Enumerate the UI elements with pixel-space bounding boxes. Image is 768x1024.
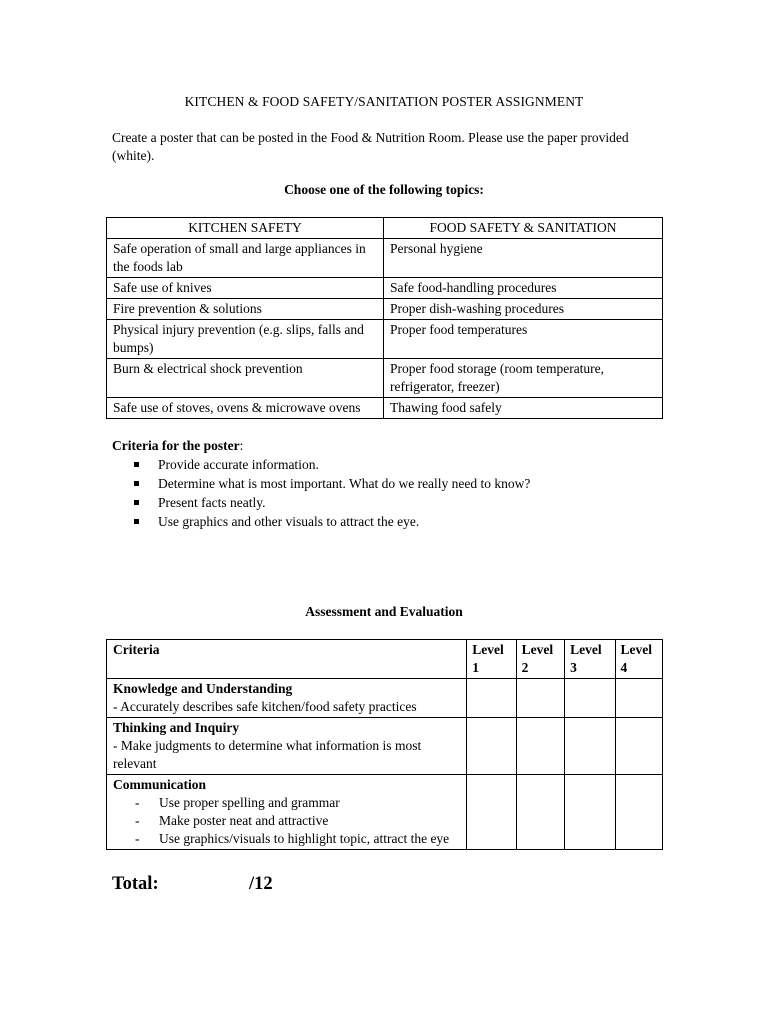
- topics-heading: Choose one of the following topics:: [284, 182, 484, 197]
- criteria-colon: :: [239, 438, 244, 453]
- topics-table: [106, 217, 663, 419]
- level-cell[interactable]: [565, 775, 615, 850]
- topic-cell: Safe use of stoves, ovens & microwave ovens: [107, 398, 384, 419]
- level-cell[interactable]: [516, 679, 564, 718]
- level-cell[interactable]: [467, 775, 516, 850]
- level-cell[interactable]: [467, 679, 516, 718]
- rubric-criterion: [107, 718, 467, 775]
- rubric-criterion: [107, 679, 467, 718]
- table-row: [107, 278, 663, 299]
- level-cell[interactable]: [565, 679, 615, 718]
- criteria-heading: [112, 436, 672, 455]
- level-cell[interactable]: [615, 718, 662, 775]
- topic-cell: Safe use of knives: [107, 278, 384, 299]
- criterion-name: Knowledge and Understanding: [113, 681, 293, 696]
- list-item: Provide accurate information.: [134, 455, 672, 474]
- table-row: [107, 398, 663, 419]
- total-label: Total:: [112, 874, 159, 894]
- list-item: - Use proper spelling and grammar: [135, 794, 460, 812]
- criterion-items: [113, 794, 460, 848]
- topic-cell: Burn & electrical shock prevention: [107, 359, 384, 398]
- criteria-list: [112, 455, 672, 531]
- level-cell[interactable]: [516, 775, 564, 850]
- topic-cell: Proper food storage (room temperature, refrigerator, freezer): [384, 359, 663, 398]
- list-item: Determine what is most important. What do we really need to know?: [134, 474, 672, 493]
- rubric-table: [106, 639, 663, 850]
- criterion-name: Thinking and Inquiry: [113, 720, 240, 735]
- level-4-header: Level 4: [615, 640, 662, 679]
- topic-cell: Physical injury prevention (e.g. slips, falls and bumps): [107, 320, 384, 359]
- topic-cell: Thawing food safely: [384, 398, 663, 419]
- total-line: [112, 874, 273, 895]
- table-row: [107, 718, 663, 775]
- topic-cell: Safe operation of small and large appliances in the foods lab: [107, 239, 384, 278]
- rubric-header-row: [107, 640, 663, 679]
- level-cell[interactable]: [516, 718, 564, 775]
- level-cell[interactable]: [467, 718, 516, 775]
- topic-cell: Fire prevention & solutions: [107, 299, 384, 320]
- level-cell[interactable]: [615, 679, 662, 718]
- level-1-header: Level 1: [467, 640, 516, 679]
- table-row: [107, 359, 663, 398]
- table-row: [107, 299, 663, 320]
- list-item: - Use graphics/visuals to highlight topic, attract the eye: [135, 830, 460, 848]
- criteria-header: Criteria: [107, 640, 467, 679]
- topic-cell: Safe food-handling procedures: [384, 278, 663, 299]
- intro-paragraph: Create a poster that can be posted in the Food & Nutrition Room. Please use the paper provided (white).: [112, 130, 629, 163]
- total-score: /12: [249, 874, 273, 894]
- list-item: - Make poster neat and attractive: [135, 812, 460, 830]
- level-cell[interactable]: [615, 775, 662, 850]
- table-row: [107, 239, 663, 278]
- list-item: Use graphics and other visuals to attract the eye.: [134, 512, 672, 531]
- assessment-heading: Assessment and Evaluation: [305, 604, 463, 619]
- header-kitchen-safety: KITCHEN SAFETY: [107, 218, 384, 239]
- criterion-description: - Accurately describes safe kitchen/food safety practices: [113, 699, 417, 714]
- table-row: [107, 775, 663, 850]
- table-row: [107, 320, 663, 359]
- topic-cell: Proper dish-washing procedures: [384, 299, 663, 320]
- criterion-name: Communication: [113, 777, 207, 792]
- table-row: [107, 679, 663, 718]
- level-3-header: Level 3: [565, 640, 615, 679]
- header-food-safety: FOOD SAFETY & SANITATION: [384, 218, 663, 239]
- page-title: KITCHEN & FOOD SAFETY/SANITATION POSTER ASSIGNMENT: [184, 94, 584, 109]
- criteria-label: Criteria for the poster: [112, 438, 240, 453]
- topic-cell: Personal hygiene: [384, 239, 663, 278]
- level-2-header: Level 2: [516, 640, 564, 679]
- list-item: Present facts neatly.: [134, 493, 672, 512]
- criteria-section: [112, 436, 672, 531]
- level-cell[interactable]: [565, 718, 615, 775]
- topics-header-row: [107, 218, 663, 239]
- criterion-description: - Make judgments to determine what information is most relevant: [113, 738, 422, 771]
- topic-cell: Proper food temperatures: [384, 320, 663, 359]
- rubric-criterion: [107, 775, 467, 850]
